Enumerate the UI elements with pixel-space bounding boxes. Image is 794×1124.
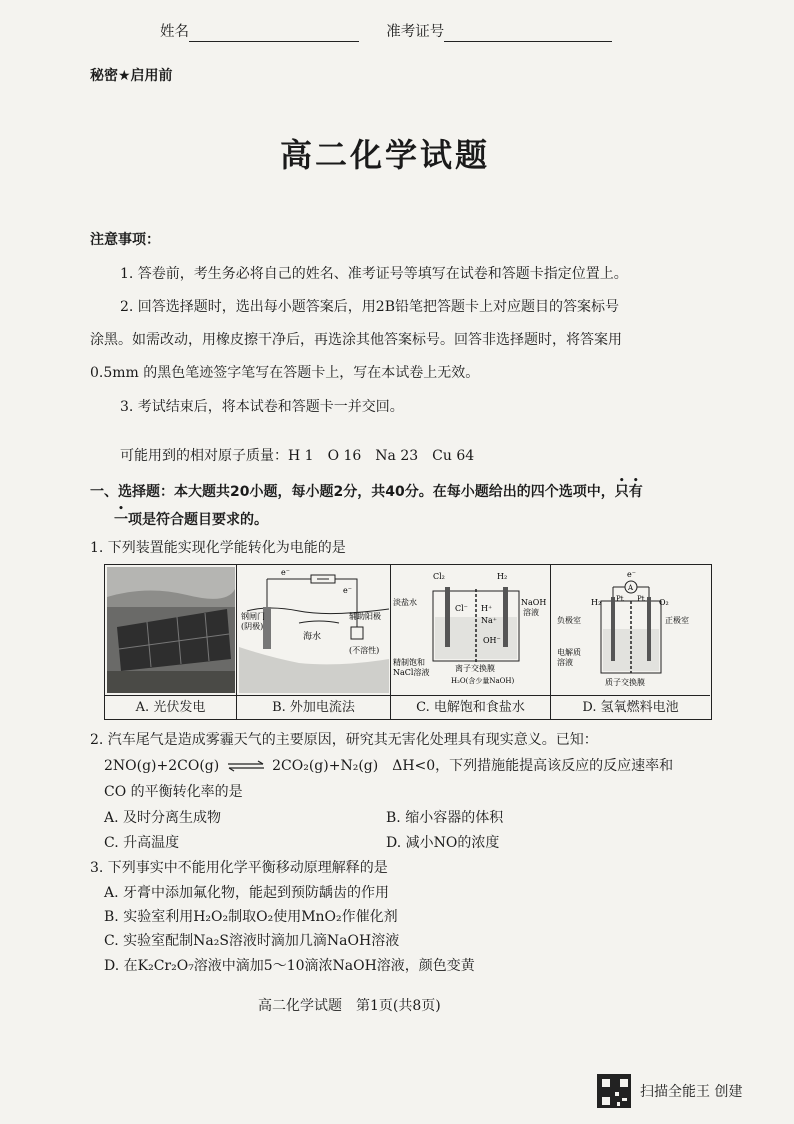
- option-a-caption: A. 光伏发电: [105, 695, 236, 720]
- option-b-cell: [237, 565, 391, 719]
- label-e-right: e⁻: [343, 586, 352, 595]
- label-water: H₂O(含少量NaOH): [451, 677, 515, 685]
- id-label: 准考证号: [386, 24, 445, 40]
- q2-option-b: B. 缩小容器的体积: [386, 810, 504, 826]
- equation-left: 2NO(g)+2CO(g): [104, 758, 220, 774]
- label-h2: H₂: [591, 598, 602, 607]
- label-cl2: Cl₂: [433, 572, 445, 581]
- label-oh-ion: OH⁻: [483, 636, 501, 645]
- atomic-mass: 可能用到的相对原子质量：H 1 O 16 Na 23 Cu 64: [120, 448, 475, 464]
- emphasis-char: 有: [628, 484, 643, 500]
- option-c-caption: C. 电解饱和食盐水: [391, 695, 550, 720]
- name-label: 姓名: [160, 24, 189, 40]
- electrolysis-diagram: [393, 567, 549, 693]
- q1-figure-table: [104, 564, 712, 720]
- q2-option-a: A. 及时分离生成物: [104, 810, 222, 826]
- q3-option-b: B. 实验室利用H₂O₂制取O₂使用MnO₂作催化剂: [104, 909, 398, 925]
- label-positive-chamber: 正极室: [665, 616, 689, 625]
- q3-option-d: D. 在K₂Cr₂O₇溶液中滴加5～10滴浓NaOH溶液，颜色变黄: [104, 958, 475, 974]
- note-item-1: 1. 答卷前，考生务必将自己的姓名、准考证号等填写在试卷和答题卡指定位置上。: [120, 266, 628, 282]
- label-negative-chamber: 负极室: [557, 616, 581, 625]
- q2-stem-line1: 2. 汽车尾气是造成雾霾天气的主要原因，研究其无害化处理具有现实意义。已知：: [90, 732, 598, 748]
- q3-stem: 3. 下列事实中不能用化学平衡移动原理解释的是: [90, 860, 388, 876]
- note-item-2-line3: 0.5mm 的黑色笔迹签字笔写在答题卡上，写在本试卷上无效。: [90, 365, 480, 381]
- impressed-current-diagram: [239, 567, 389, 693]
- page-title: 高二化学试题: [280, 136, 491, 174]
- label-naoh: NaOH: [521, 598, 547, 607]
- section-heading-line2: [114, 510, 268, 530]
- option-d-caption: D. 氢氧燃料电池: [551, 695, 710, 720]
- section-heading-text: 一、选择题：本大题共20小题，每小题2分，共40分。在每小题给出的四个选项中，: [90, 484, 615, 500]
- label-aux-anode: 辅助阳极: [349, 612, 381, 621]
- label-saturated-1: 精制饱和: [393, 658, 425, 667]
- label-pem: 质子交换膜: [605, 678, 645, 687]
- q2-equation: [104, 756, 673, 776]
- q1-stem: 1. 下列装置能实现化学能转化为电能的是: [90, 540, 346, 556]
- qr-code-icon: [597, 1074, 631, 1108]
- section-heading-rest: 项是符合题目要求的。: [128, 512, 268, 528]
- label-e-left: e⁻: [281, 568, 290, 577]
- label-electrolyte-1: 电解质: [557, 648, 581, 657]
- note-item-3: 3. 考试结束后，将本试卷和答题卡一并交回。: [120, 399, 404, 415]
- label-h-ion: H⁺: [481, 604, 493, 613]
- solar-panel-photo: [107, 567, 235, 693]
- label-pt-left: Pt: [616, 595, 624, 603]
- fuel-cell-diagram: [553, 567, 708, 693]
- label-o2: O₂: [659, 598, 669, 607]
- label-electrolyte-2: 溶液: [557, 658, 573, 667]
- label-pt-right: Pt: [637, 595, 645, 603]
- label-dilute-brine: 淡盐水: [393, 598, 417, 607]
- q2-stem-line3: CO 的平衡转化率的是: [104, 784, 243, 800]
- q2-option-c: C. 升高温度: [104, 835, 180, 851]
- option-b-caption: B. 外加电流法: [237, 695, 390, 720]
- label-ammeter: A: [628, 584, 634, 592]
- note-item-2-line2: 涂黑。如需改动，用橡皮擦干净后，再选涂其他答案标号。回答非选择题时，将答案用: [90, 332, 622, 348]
- equation-right: 2CO₂(g)+N₂(g) ΔH<0，下列措施能提高该反应的反应速率和: [272, 758, 674, 774]
- label-seawater: 海水: [303, 632, 322, 642]
- label-ion-membrane: 离子交换膜: [455, 664, 495, 673]
- page-footer: 高二化学试题 第1页(共8页): [258, 998, 441, 1014]
- label-saturated-2: NaCl溶液: [393, 668, 430, 677]
- name-field-row: [160, 22, 612, 42]
- q3-option-a: A. 牙膏中添加氟化物，能起到预防龋齿的作用: [104, 885, 390, 901]
- equilibrium-arrow-icon: [227, 760, 265, 772]
- section-heading-line1: [90, 482, 643, 502]
- option-c-cell: [391, 565, 551, 719]
- note-item-2-line1: 2. 回答选择题时，选出每小题答案后，用2B铅笔把答题卡上对应题目的答案标号: [120, 299, 620, 315]
- label-cl-ion: Cl⁻: [455, 604, 468, 613]
- q2-option-d: D. 减小NO的浓度: [386, 835, 500, 851]
- name-blank: [189, 25, 359, 42]
- secret-mark: 秘密★启用前: [90, 68, 173, 84]
- option-d-cell: [551, 565, 710, 719]
- label-steel-gate: 钢闸门: [241, 612, 265, 621]
- option-a-cell: [105, 565, 237, 719]
- label-solution: 溶液: [523, 608, 539, 617]
- emphasis-char: 一: [114, 512, 128, 528]
- emphasis-char: 只: [614, 484, 629, 500]
- scanner-watermark: 扫描全能王 创建: [640, 1084, 743, 1100]
- label-cathode: (阴极): [241, 622, 264, 631]
- id-blank: [444, 25, 612, 42]
- label-insoluble: (不溶性): [349, 646, 380, 655]
- label-h2: H₂: [497, 572, 508, 581]
- notes-heading: 注意事项：: [90, 232, 160, 248]
- label-e: e⁻: [627, 570, 636, 579]
- q3-option-c: C. 实验室配制Na₂S溶液时滴加几滴NaOH溶液: [104, 933, 400, 949]
- label-na-ion: Na⁺: [481, 616, 497, 625]
